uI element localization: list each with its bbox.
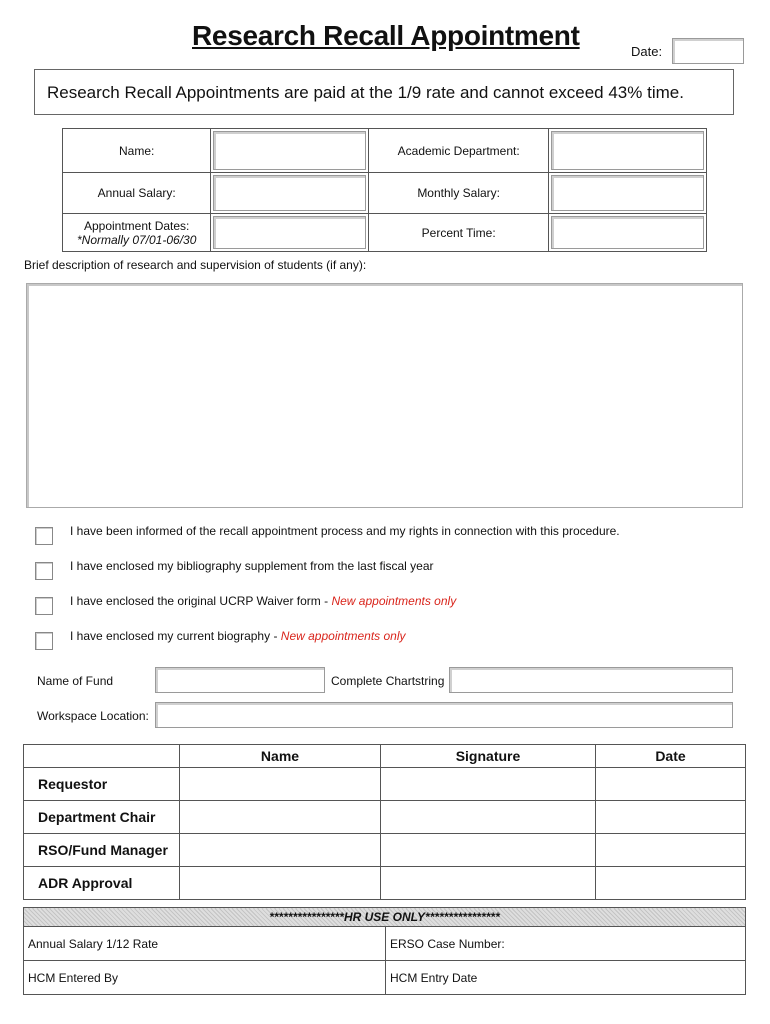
hr-hcm-entry-date: HCM Entry Date — [386, 961, 746, 995]
name-cell[interactable] — [180, 768, 381, 801]
monthly-field[interactable] — [549, 173, 707, 214]
hr-annual-salary-rate: Annual Salary 1/12 Rate — [24, 927, 386, 961]
chartstring-field[interactable] — [449, 667, 733, 693]
header-signature: Signature — [381, 745, 596, 768]
name-field[interactable] — [211, 129, 369, 173]
dates-label: Appointment Dates: — [83, 218, 190, 233]
notice-box: Research Recall Appointments are paid at the 1/9 rate and cannot exceed 43% time. — [34, 69, 734, 115]
date-field[interactable] — [672, 38, 744, 64]
header-date: Date — [596, 745, 746, 768]
chartstring-label: Complete Chartstring — [331, 674, 445, 688]
new-appointments-note: New appointments only — [331, 594, 457, 608]
percent-label: Percent Time: — [369, 214, 549, 252]
dept-label: Academic Department: — [369, 129, 549, 173]
role-rso-fund-manager: RSO/Fund Manager — [24, 834, 180, 867]
hr-use-header: ****************HR USE ONLY**************** — [24, 908, 746, 927]
signature-cell[interactable] — [381, 867, 596, 900]
date-label: Date: — [631, 44, 663, 59]
name-cell[interactable] — [180, 801, 381, 834]
check-text-informed: I have been informed of the recall appointment process and my rights in connection with this procedure. — [70, 524, 620, 538]
signature-table — [23, 744, 746, 900]
workspace-field[interactable] — [155, 702, 733, 728]
monthly-label: Monthly Salary: — [369, 173, 549, 214]
signature-cell[interactable] — [381, 801, 596, 834]
salary-label: Annual Salary: — [63, 173, 211, 214]
dates-note: *Normally 07/01-06/30 — [76, 232, 197, 247]
brief-textarea[interactable] — [26, 283, 743, 508]
percent-field[interactable] — [549, 214, 707, 252]
brief-label: Brief description of research and supervision of students (if any): — [24, 258, 367, 272]
name-label: Name: — [63, 129, 211, 173]
page-title: Research Recall Appointment — [192, 20, 580, 51]
hr-erso-case-number: ERSO Case Number: — [386, 927, 746, 961]
check-text-bibliography: I have enclosed my bibliography supplement from the last fiscal year — [70, 559, 434, 573]
role-requestor: Requestor — [24, 768, 180, 801]
checkbox-bibliography[interactable] — [35, 562, 53, 580]
signature-cell[interactable] — [381, 768, 596, 801]
hr-use-table — [23, 907, 746, 995]
salary-field[interactable] — [211, 173, 369, 214]
fund-field[interactable] — [155, 667, 325, 693]
hr-hcm-entered-by: HCM Entered By — [24, 961, 386, 995]
header-blank — [24, 745, 180, 768]
role-adr-approval: ADR Approval — [24, 867, 180, 900]
workspace-label: Workspace Location: — [37, 709, 149, 723]
check-text-biography: I have enclosed my current biography - New appointments only — [70, 629, 406, 643]
name-cell[interactable] — [180, 834, 381, 867]
fund-label: Name of Fund — [37, 674, 114, 688]
date-cell[interactable] — [596, 834, 746, 867]
header-name: Name — [180, 745, 381, 768]
name-cell[interactable] — [180, 867, 381, 900]
dates-field[interactable] — [211, 214, 369, 252]
check-text-ucrp-waiver: I have enclosed the original UCRP Waiver form - New appointments only — [70, 594, 457, 608]
checkbox-informed[interactable] — [35, 527, 53, 545]
checkbox-biography[interactable] — [35, 632, 53, 650]
dept-field[interactable] — [549, 129, 707, 173]
date-cell[interactable] — [596, 768, 746, 801]
signature-cell[interactable] — [381, 834, 596, 867]
date-cell[interactable] — [596, 867, 746, 900]
role-department-chair: Department Chair — [24, 801, 180, 834]
info-table — [62, 128, 707, 252]
checkbox-ucrp-waiver[interactable] — [35, 597, 53, 615]
new-appointments-note: New appointments only — [280, 629, 406, 643]
dates-cell — [63, 214, 211, 252]
date-cell[interactable] — [596, 801, 746, 834]
